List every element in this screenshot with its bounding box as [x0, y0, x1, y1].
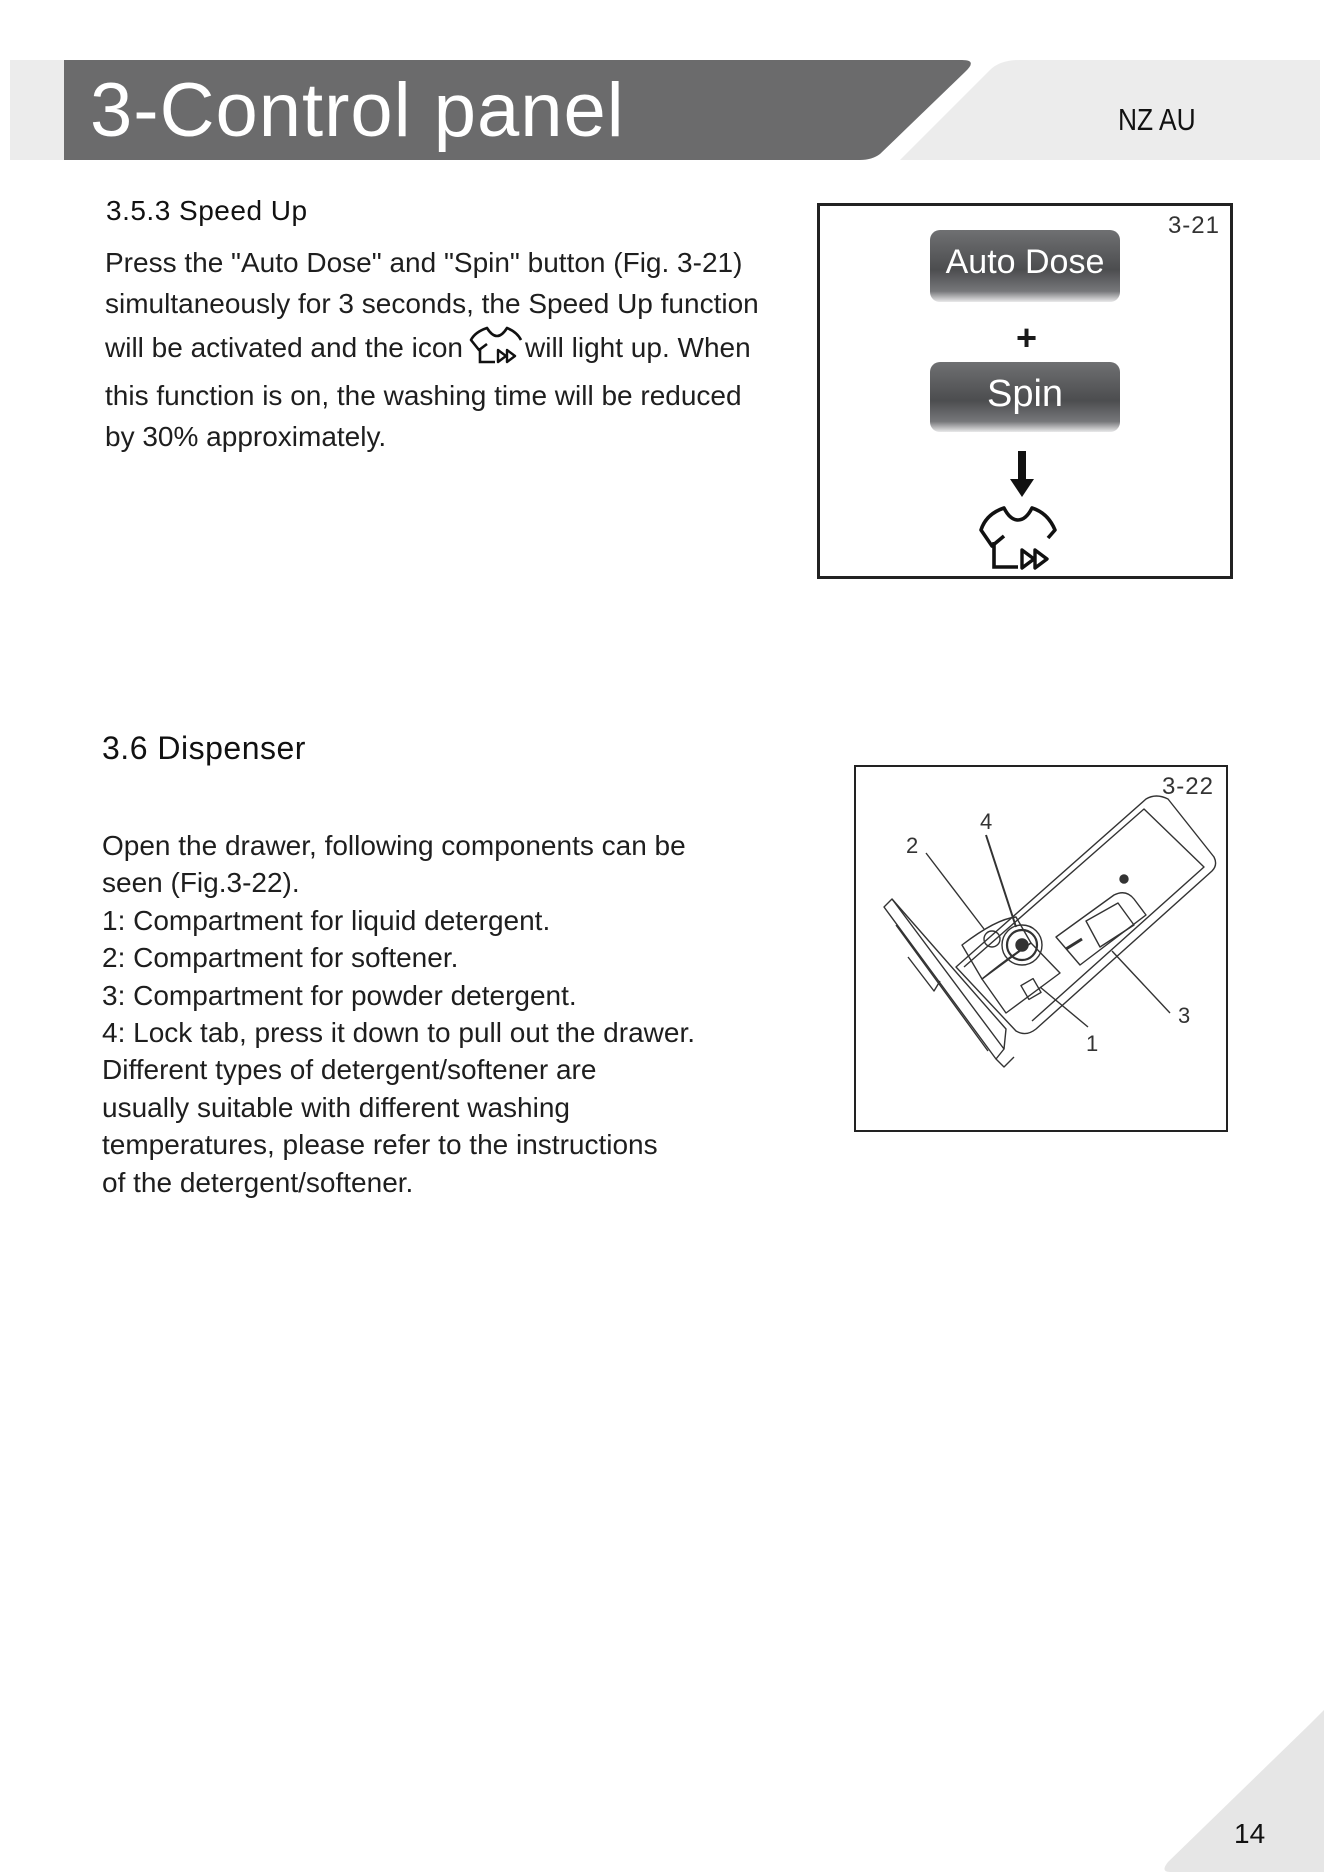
auto-dose-button: Auto Dose — [930, 230, 1120, 302]
header-left-strip — [10, 60, 64, 160]
speed-up-line-3 — [105, 324, 759, 375]
dispenser-line-3: 1: Compartment for liquid detergent. — [102, 904, 551, 936]
dispenser-line-1: Open the drawer, following components can be — [102, 830, 686, 861]
callout-2: 2 — [906, 833, 919, 858]
speed-up-line-4: this function is on, the washing time will be reduced — [105, 380, 742, 411]
page-number: 14 — [1234, 1818, 1266, 1849]
figure-3-22 — [854, 765, 1228, 1132]
dispenser-line-8: usually suitable with different washing — [102, 1091, 570, 1123]
speed-up-line-5: by 30% approximately. — [105, 421, 387, 452]
callout-3: 3 — [1178, 1003, 1191, 1028]
dispenser-paragraph — [102, 827, 695, 1201]
header-tab-shape — [900, 60, 1320, 160]
speed-up-shirt-icon — [978, 500, 1058, 572]
dispenser-line-4: 2: Compartment for softener. — [102, 942, 459, 974]
dispenser-drawer-illustration — [856, 767, 1226, 1130]
speed-up-line-2: simultaneously for 3 seconds, the Speed Up function — [105, 288, 759, 319]
figure-3-22-label: 3-22 — [1161, 773, 1214, 800]
dispenser-line-7: Different types of detergent/softener are — [102, 1054, 597, 1086]
figure-3-21-label: 3-21 — [1167, 212, 1220, 239]
callout-4: 4 — [980, 809, 993, 834]
speed-up-line-1: Press the "Auto Dose" and "Spin" button (Fig. 3-21) — [105, 247, 743, 278]
speed-up-line-3b: will light up. When — [525, 331, 751, 363]
section-title: 3-Control panel — [90, 68, 625, 153]
dispenser-line-10: of the detergent/softener. — [102, 1166, 414, 1198]
plus-sign: + — [1016, 317, 1038, 358]
dispenser-heading: 3.6 Dispenser — [102, 730, 306, 766]
speed-up-shirt-icon — [469, 324, 523, 375]
speed-up-line-3a: will be activated and the icon — [105, 331, 463, 363]
figure-3-21 — [817, 203, 1233, 579]
spin-button: Spin — [930, 362, 1120, 432]
arrow-down-icon — [1010, 451, 1034, 499]
dispenser-line-6: 4: Lock tab, press it down to pull out the drawer. — [102, 1017, 696, 1049]
dispenser-line-2: seen (Fig.3-22). — [102, 867, 300, 899]
dispenser-line-5: 3: Compartment for powder detergent. — [102, 979, 577, 1011]
region-label: NZ AU — [1118, 102, 1196, 137]
speed-up-paragraph — [105, 242, 759, 457]
dispenser-line-9: temperatures, please refer to the instructions — [102, 1129, 658, 1161]
callout-1: 1 — [1086, 1031, 1099, 1056]
page-corner-decoration — [1140, 1710, 1324, 1872]
speed-up-heading: 3.5.3 Speed Up — [106, 195, 308, 226]
